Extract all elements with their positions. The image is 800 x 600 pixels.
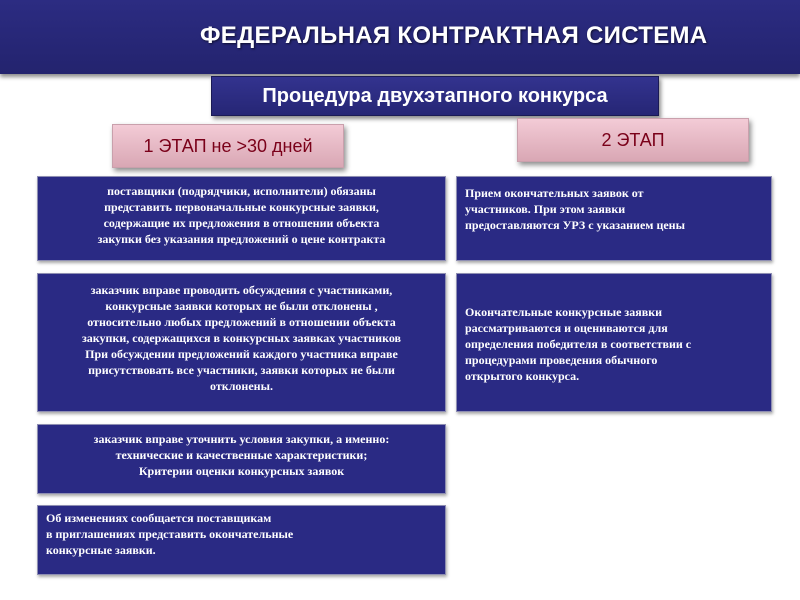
text-line: представить первоначальные конкурсные заявки, (104, 200, 379, 214)
text-line: Об изменениях сообщается поставщикам (46, 511, 272, 525)
text-line: относительно любых предложений в отношении объекта (87, 315, 396, 329)
text-line: содержащие их предложения в отношении объекта (103, 216, 380, 230)
stage-1-label: 1 ЭТАП не >30 дней (112, 124, 344, 168)
procedure-title: Процедура двухэтапного конкурса (211, 76, 659, 116)
text-line: Прием окончательных заявок от (465, 186, 644, 200)
text-line: рассматриваются и оцениваются для (465, 321, 668, 335)
text-line: определения победителя в соответствии с (465, 337, 692, 351)
text-line: заказчик вправе проводить обсуждения с участниками, (90, 283, 393, 297)
stage1-discussion-box (37, 273, 446, 412)
text-line: конкурсные заявки. (46, 543, 156, 557)
stage1-notification-box (37, 505, 446, 575)
page-title: ФЕДЕРАЛЬНАЯ КОНТРАКТНАЯ СИСТЕМА (200, 22, 708, 49)
stage1-initial-bids-box (37, 176, 446, 261)
text-line: поставщики (подрядчики, исполнители) обязаны (107, 184, 376, 198)
text-line: предоставляются УРЗ с указанием цены (465, 218, 685, 232)
stage2-final-bids-box (456, 176, 772, 261)
stage-2-label: 2 ЭТАП (517, 118, 749, 162)
text-line: Критерии оценки конкурсных заявок (138, 464, 345, 478)
text-line: заказчик вправе уточнить условия закупки, а именно: (93, 432, 390, 446)
text-line: закупки без указания предложений о цене контракта (97, 232, 386, 246)
stage2-evaluation-box (456, 273, 772, 412)
text-line: в приглашениях представить окончательные (46, 527, 294, 541)
text-line: Окончательные конкурсные заявки (465, 305, 663, 319)
text-line: закупки, содержащихся в конкурсных заявках участников (81, 331, 402, 345)
stage1-clarify-conditions-box (37, 424, 446, 494)
text-line: отклонены. (210, 379, 273, 393)
text-line: технические и качественные характеристики; (115, 448, 368, 462)
text-line: участников. При этом заявки (465, 202, 626, 216)
text-line: открытого конкурса. (465, 369, 580, 383)
text-line: процедурами проведения обычного (465, 353, 658, 367)
text-line: конкурсные заявки которых не были отклонены , (105, 299, 378, 313)
header-bar (0, 0, 800, 74)
text-line: присутствовать все участники, заявки которых не были (88, 363, 395, 377)
text-line: При обсуждении предложений каждого участника вправе (85, 347, 398, 361)
